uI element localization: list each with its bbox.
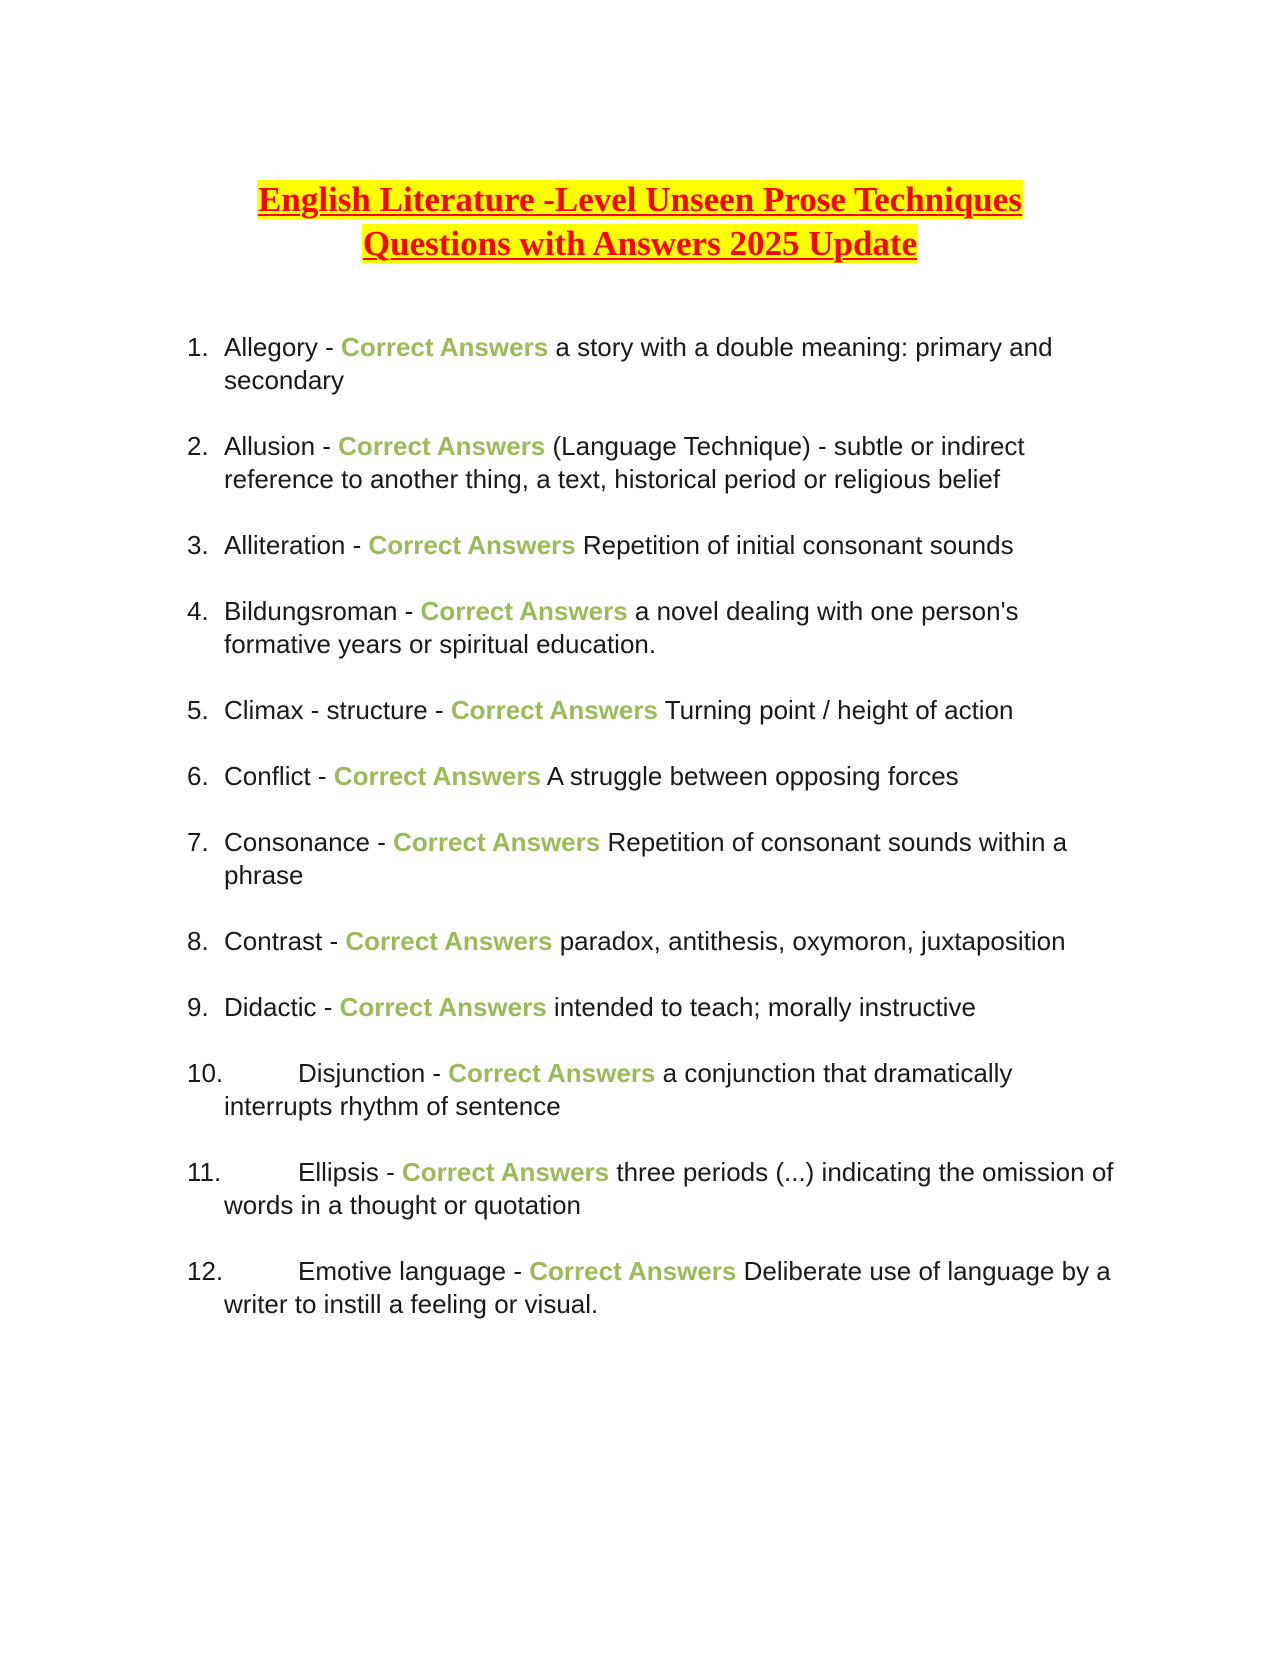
item-number: 10. xyxy=(187,1058,224,1088)
item-definition: (Language Technique) - subtle or indirect reference to another thing, a text, historical period or religious belief xyxy=(224,431,1025,494)
item-number: 3. xyxy=(187,530,209,560)
correct-answers-label: Correct Answers xyxy=(338,431,546,461)
item-term: Conflict - xyxy=(224,761,334,791)
correct-answers-label: Correct Answers xyxy=(341,332,549,362)
list-item xyxy=(187,1057,1117,1123)
item-number: 11. xyxy=(187,1157,222,1187)
list-item xyxy=(187,826,1117,892)
item-definition: intended to teach; morally instructive xyxy=(546,992,976,1022)
correct-answers-label: Correct Answers xyxy=(448,1058,656,1088)
correct-answers-label: Correct Answers xyxy=(368,530,576,560)
list-item xyxy=(187,760,1117,793)
item-definition: Repetition of initial consonant sounds xyxy=(575,530,1014,560)
document-title xyxy=(0,178,1280,266)
item-term: Allegory - xyxy=(224,332,342,362)
item-definition: a novel dealing with one person's formative years or spiritual education. xyxy=(224,596,1019,659)
item-term: Climax - structure - xyxy=(224,695,451,725)
item-number: 9. xyxy=(187,992,209,1022)
item-term: Ellipsis - xyxy=(298,1157,403,1187)
question-answer-list xyxy=(187,331,1117,1354)
item-number: 12. xyxy=(187,1256,224,1286)
list-item xyxy=(187,991,1117,1024)
title-line-1: English Literature -Level Unseen Prose Techniques xyxy=(258,180,1022,219)
correct-answers-label: Correct Answers xyxy=(345,926,553,956)
correct-answers-label: Correct Answers xyxy=(450,695,658,725)
item-term: Didactic - xyxy=(224,992,340,1022)
list-item xyxy=(187,529,1117,562)
correct-answers-label: Correct Answers xyxy=(393,827,601,857)
item-number: 5. xyxy=(187,695,209,725)
correct-answers-label: Correct Answers xyxy=(402,1157,610,1187)
list-item xyxy=(187,1255,1117,1321)
item-term: Allusion - xyxy=(224,431,339,461)
item-term: Alliteration - xyxy=(224,530,369,560)
item-definition: Repetition of consonant sounds within a phrase xyxy=(224,827,1068,890)
item-definition: three periods (...) indicating the omission of words in a thought or quotation xyxy=(224,1157,1114,1220)
correct-answers-label: Correct Answers xyxy=(420,596,628,626)
item-definition: A struggle between opposing forces xyxy=(540,761,959,791)
correct-answers-label: Correct Answers xyxy=(529,1256,737,1286)
item-term: Bildungsroman - xyxy=(224,596,421,626)
list-item xyxy=(187,694,1117,727)
item-number: 2. xyxy=(187,431,209,461)
item-number: 8. xyxy=(187,926,209,956)
item-definition: paradox, antithesis, oxymoron, juxtaposition xyxy=(552,926,1066,956)
list-item xyxy=(187,331,1117,397)
item-term: Emotive language - xyxy=(298,1256,530,1286)
item-number: 6. xyxy=(187,761,209,791)
item-term: Consonance - xyxy=(224,827,394,857)
item-definition: Turning point / height of action xyxy=(657,695,1014,725)
item-number: 1. xyxy=(187,332,209,362)
item-term: Disjunction - xyxy=(298,1058,449,1088)
item-number: 4. xyxy=(187,596,209,626)
title-line-2: Questions with Answers 2025 Update xyxy=(362,224,918,263)
item-term: Contrast - xyxy=(224,926,346,956)
list-item xyxy=(187,595,1117,661)
list-item xyxy=(187,430,1117,496)
item-number: 7. xyxy=(187,827,209,857)
correct-answers-label: Correct Answers xyxy=(339,992,547,1022)
correct-answers-label: Correct Answers xyxy=(333,761,541,791)
item-definition: Deliberate use of language by a writer to instill a feeling or visual. xyxy=(224,1256,1111,1319)
item-definition: a story with a double meaning: primary and secondary xyxy=(224,332,1053,395)
list-item xyxy=(187,925,1117,958)
list-item xyxy=(187,1156,1117,1222)
item-definition: a conjunction that dramatically interrupts rhythm of sentence xyxy=(224,1058,1013,1121)
